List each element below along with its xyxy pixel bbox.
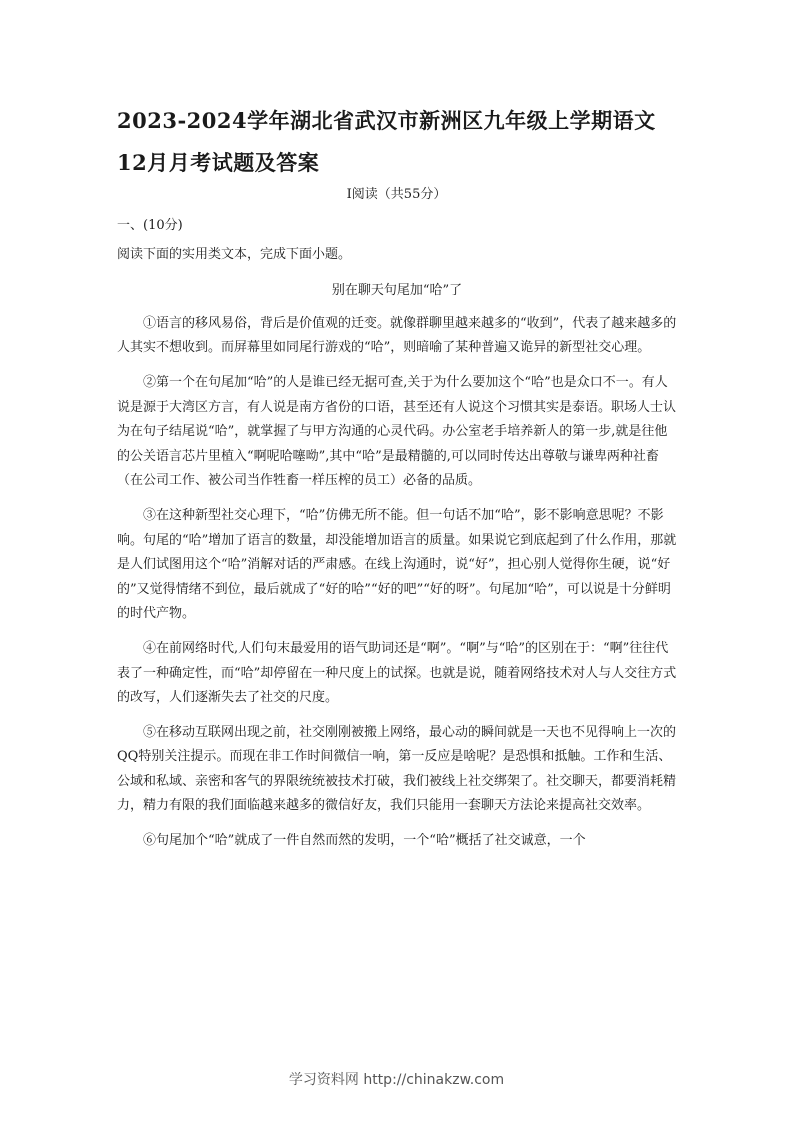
- section-heading: Ⅰ阅读（共55分）: [346, 187, 447, 202]
- question-number: 一、(10分): [117, 218, 183, 233]
- reading-instruction: 阅读下面的实用类文本，完成下面小题。: [117, 246, 352, 262]
- document-title: 2023-2024学年湖北省武汉市新洲区九年级上学期语文12月月考试题及答案: [117, 108, 656, 175]
- paragraph-4: ④在前网络时代,人们句末最爱用的语气助词还是“啊”。“啊”与“哈”的区别在于：“啊”往往代表了一种确定性，而“哈”却停留在一种尺度上的试探。也就是说，随着网络技术对人与人交往方式的改写，人们逐渐失去了社交的尺度。: [117, 640, 677, 706]
- footer-watermark: 学习资料网 http://chinakzw.com: [288, 1072, 505, 1088]
- paragraph-5: ⑤在移动互联网出现之前，社交刚刚被搬上网络，最心动的瞬间就是一天也不见得响上一次的QQ特别关注提示。而现在非工作时间微信一响，第一反应是啥呢？是恐惧和抵触。工作和生活、公域和私域、亲密和客气的界限统统被技术打破，我们被线上社交绑架了。社交聊天，都要消耗精力，精力有限的我们面临越来越多的微信好友，我们只能用一套聊天方法论来提高社交效率。: [117, 724, 677, 814]
- paragraph-6: ⑥句尾加个“哈”就成了一件自然而然的发明，一个“哈”概括了社交诚意，一个: [143, 833, 586, 849]
- document-body: [117, 214, 677, 854]
- paragraph-2: ②第一个在句尾加“哈”的人是谁已经无据可查,关于为什么要加这个“哈”也是众口不一。有人说是源于大湾区方言，有人说是南方省份的口语，甚至还有人说这个习惯其实是泰语。职场人士认为在句子结尾说“哈”，就掌握了与甲方沟通的心灵代码。办公室老手培养新人的第一步,就是往他的公关语言芯片里植入“啊呢哈噻呦”,其中“哈”是最精髓的,可以同时传达出尊敬与谦卑两种社畜（在公司工作、被公司当作牲畜一样压榨的员工）必备的品质。: [117, 374, 677, 489]
- article-title: 别在聊天句尾加“哈”了: [331, 283, 463, 299]
- paragraph-3: ③在这种新型社交心理下，“哈”仿佛无所不能。但一句话不加“哈”，影不影响意思呢？不影响。句尾的“哈”增加了语言的数量，却没能增加语言的质量。如果说它到底起到了什么作用，那就是人们试图用这个“哈”消解对话的严肃感。在线上沟通时，说“好”，担心别人觉得你生硬，说“好的”又觉得情绪不到位，最后就成了“好的哈”“好的吧”“好的呀”。句尾加“哈”，可以说是十分鲜明的时代产物。: [117, 507, 677, 622]
- paragraph-1: ①语言的移风易俗，背后是价值观的迁变。就像群聊里越来越多的“收到”，代表了越来越多的人其实不想收到。而屏幕里如同尾行游戏的“哈”，则暗喻了某种普遍又诡异的新型社交心理。: [117, 315, 677, 356]
